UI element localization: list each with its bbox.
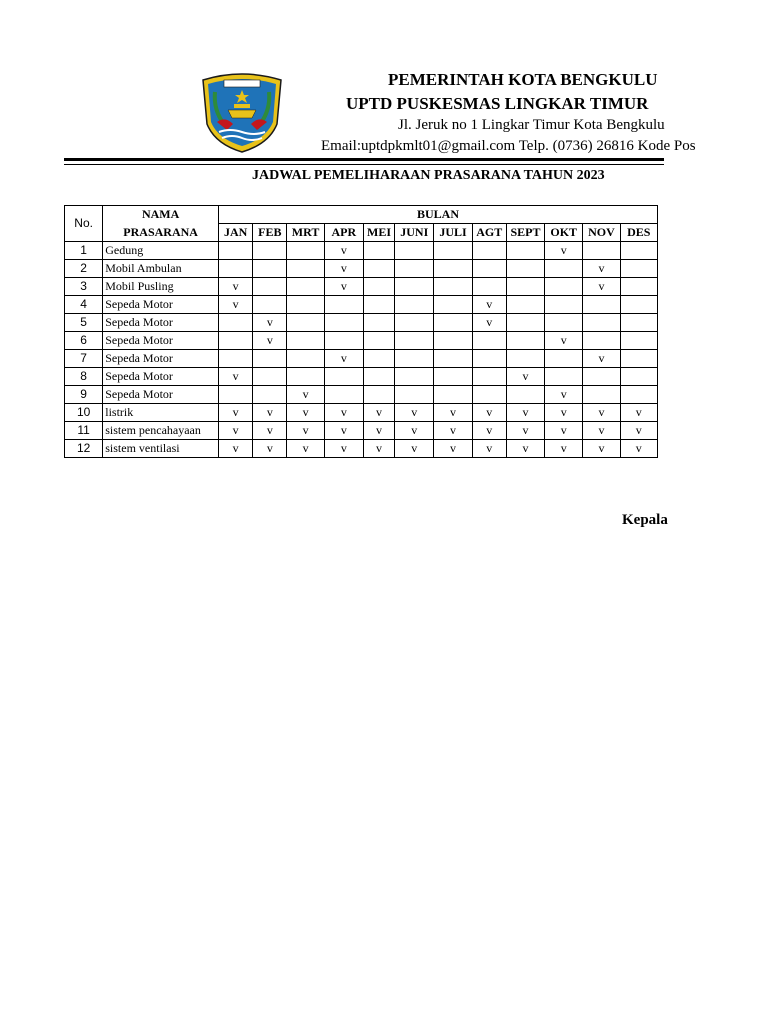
schedule-cell-empty bbox=[620, 260, 657, 278]
schedule-cell-empty bbox=[583, 296, 620, 314]
schedule-mark: v bbox=[324, 242, 363, 260]
row-number: 3 bbox=[65, 278, 103, 296]
schedule-cell-empty bbox=[287, 332, 324, 350]
schedule-cell-empty bbox=[363, 242, 394, 260]
schedule-mark: v bbox=[324, 350, 363, 368]
row-facility-name: listrik bbox=[103, 404, 219, 422]
schedule-cell-empty bbox=[545, 296, 583, 314]
schedule-mark: v bbox=[434, 440, 472, 458]
schedule-cell-empty bbox=[324, 386, 363, 404]
schedule-cell-empty bbox=[620, 314, 657, 332]
schedule-cell-empty bbox=[363, 296, 394, 314]
row-number: 12 bbox=[65, 440, 103, 458]
schedule-mark: v bbox=[545, 404, 583, 422]
schedule-cell-empty bbox=[506, 350, 544, 368]
table-row bbox=[65, 314, 658, 332]
maintenance-schedule-table bbox=[64, 205, 658, 458]
row-facility-name: Sepeda Motor bbox=[103, 314, 219, 332]
table-row bbox=[65, 422, 658, 440]
header-government-name: PEMERINTAH KOTA BENGKULU bbox=[388, 70, 658, 89]
table-row bbox=[65, 368, 658, 386]
row-facility-name: Gedung bbox=[103, 242, 219, 260]
schedule-cell-empty bbox=[219, 314, 253, 332]
column-header-month-nov: NOV bbox=[583, 224, 620, 242]
schedule-mark: v bbox=[583, 260, 620, 278]
schedule-cell-empty bbox=[472, 386, 506, 404]
schedule-mark: v bbox=[545, 332, 583, 350]
schedule-mark: v bbox=[287, 386, 324, 404]
schedule-cell-empty bbox=[620, 242, 657, 260]
header-clinic-name: UPTD PUSKESMAS LINGKAR TIMUR bbox=[346, 94, 649, 113]
schedule-cell-empty bbox=[620, 350, 657, 368]
schedule-cell-empty bbox=[219, 260, 253, 278]
schedule-cell-empty bbox=[363, 278, 394, 296]
schedule-cell-empty bbox=[395, 278, 434, 296]
column-header-month-mei: MEI bbox=[363, 224, 394, 242]
schedule-mark: v bbox=[253, 422, 287, 440]
header-row-months bbox=[65, 224, 658, 242]
schedule-cell-empty bbox=[324, 296, 363, 314]
schedule-cell-empty bbox=[583, 314, 620, 332]
schedule-mark: v bbox=[253, 440, 287, 458]
schedule-mark: v bbox=[287, 404, 324, 422]
schedule-mark: v bbox=[324, 440, 363, 458]
schedule-cell-empty bbox=[434, 260, 472, 278]
schedule-cell-empty bbox=[363, 332, 394, 350]
row-number: 1 bbox=[65, 242, 103, 260]
signature-label: Kepala bbox=[622, 512, 668, 528]
schedule-mark: v bbox=[395, 440, 434, 458]
row-facility-name: Sepeda Motor bbox=[103, 368, 219, 386]
schedule-cell-empty bbox=[545, 350, 583, 368]
schedule-cell-empty bbox=[219, 350, 253, 368]
schedule-mark: v bbox=[583, 404, 620, 422]
schedule-cell-empty bbox=[620, 296, 657, 314]
header-row-top bbox=[65, 206, 658, 224]
schedule-mark: v bbox=[253, 404, 287, 422]
column-header-month-group: BULAN bbox=[219, 206, 658, 224]
schedule-mark: v bbox=[219, 440, 253, 458]
row-number: 4 bbox=[65, 296, 103, 314]
schedule-cell-empty bbox=[324, 314, 363, 332]
schedule-cell-empty bbox=[363, 368, 394, 386]
table-row bbox=[65, 440, 658, 458]
schedule-mark: v bbox=[219, 404, 253, 422]
schedule-cell-empty bbox=[434, 242, 472, 260]
schedule-cell-empty bbox=[506, 278, 544, 296]
schedule-cell-empty bbox=[395, 260, 434, 278]
column-header-month-juni: JUNI bbox=[395, 224, 434, 242]
schedule-mark: v bbox=[583, 350, 620, 368]
schedule-cell-empty bbox=[324, 332, 363, 350]
city-emblem-logo bbox=[197, 72, 287, 154]
schedule-cell-empty bbox=[363, 386, 394, 404]
schedule-mark: v bbox=[219, 296, 253, 314]
schedule-cell-empty bbox=[363, 314, 394, 332]
schedule-cell-empty bbox=[395, 332, 434, 350]
table-row bbox=[65, 386, 658, 404]
schedule-cell-empty bbox=[434, 386, 472, 404]
row-number: 6 bbox=[65, 332, 103, 350]
schedule-mark: v bbox=[472, 314, 506, 332]
schedule-cell-empty bbox=[253, 350, 287, 368]
schedule-mark: v bbox=[434, 422, 472, 440]
column-header-name-bottom: PRASARANA bbox=[103, 224, 219, 242]
column-header-month-apr: APR bbox=[324, 224, 363, 242]
row-facility-name: Sepeda Motor bbox=[103, 350, 219, 368]
column-header-month-agt: AGT bbox=[472, 224, 506, 242]
row-number: 5 bbox=[65, 314, 103, 332]
schedule-cell-empty bbox=[287, 278, 324, 296]
schedule-cell-empty bbox=[472, 350, 506, 368]
schedule-mark: v bbox=[545, 386, 583, 404]
schedule-cell-empty bbox=[620, 278, 657, 296]
schedule-cell-empty bbox=[506, 386, 544, 404]
schedule-mark: v bbox=[219, 278, 253, 296]
schedule-cell-empty bbox=[219, 386, 253, 404]
table-row bbox=[65, 350, 658, 368]
row-number: 2 bbox=[65, 260, 103, 278]
schedule-cell-empty bbox=[472, 242, 506, 260]
row-facility-name: Sepeda Motor bbox=[103, 386, 219, 404]
schedule-cell-empty bbox=[620, 386, 657, 404]
schedule-cell-empty bbox=[434, 296, 472, 314]
schedule-mark: v bbox=[324, 422, 363, 440]
table-row bbox=[65, 404, 658, 422]
schedule-cell-empty bbox=[506, 242, 544, 260]
header-rule-thin bbox=[64, 164, 664, 165]
schedule-mark: v bbox=[219, 422, 253, 440]
row-number: 9 bbox=[65, 386, 103, 404]
schedule-cell-empty bbox=[434, 314, 472, 332]
schedule-mark: v bbox=[506, 422, 544, 440]
schedule-cell-empty bbox=[434, 368, 472, 386]
schedule-cell-empty bbox=[395, 350, 434, 368]
schedule-mark: v bbox=[620, 440, 657, 458]
schedule-cell-empty bbox=[472, 332, 506, 350]
schedule-mark: v bbox=[545, 422, 583, 440]
schedule-cell-empty bbox=[472, 260, 506, 278]
schedule-cell-empty bbox=[434, 278, 472, 296]
schedule-mark: v bbox=[363, 440, 394, 458]
schedule-cell-empty bbox=[506, 260, 544, 278]
schedule-mark: v bbox=[395, 404, 434, 422]
schedule-mark: v bbox=[363, 404, 394, 422]
column-header-month-feb: FEB bbox=[253, 224, 287, 242]
schedule-cell-empty bbox=[583, 332, 620, 350]
schedule-cell-empty bbox=[324, 368, 363, 386]
row-facility-name: Sepeda Motor bbox=[103, 296, 219, 314]
schedule-mark: v bbox=[583, 422, 620, 440]
column-header-month-okt: OKT bbox=[545, 224, 583, 242]
document-title: JADWAL PEMELIHARAAN PRASARANA TAHUN 2023 bbox=[252, 168, 605, 183]
schedule-cell-empty bbox=[434, 332, 472, 350]
row-number: 10 bbox=[65, 404, 103, 422]
schedule-cell-empty bbox=[395, 296, 434, 314]
schedule-mark: v bbox=[253, 314, 287, 332]
row-number: 11 bbox=[65, 422, 103, 440]
schedule-cell-empty bbox=[363, 350, 394, 368]
column-header-month-mrt: MRT bbox=[287, 224, 324, 242]
schedule-mark: v bbox=[395, 422, 434, 440]
schedule-mark: v bbox=[472, 296, 506, 314]
schedule-mark: v bbox=[324, 260, 363, 278]
schedule-cell-empty bbox=[253, 296, 287, 314]
schedule-mark: v bbox=[219, 368, 253, 386]
schedule-cell-empty bbox=[545, 368, 583, 386]
schedule-cell-empty bbox=[545, 314, 583, 332]
schedule-cell-empty bbox=[253, 242, 287, 260]
schedule-mark: v bbox=[363, 422, 394, 440]
schedule-mark: v bbox=[324, 404, 363, 422]
row-number: 7 bbox=[65, 350, 103, 368]
schedule-cell-empty bbox=[253, 278, 287, 296]
schedule-cell-empty bbox=[287, 368, 324, 386]
schedule-cell-empty bbox=[253, 260, 287, 278]
schedule-mark: v bbox=[545, 242, 583, 260]
schedule-cell-empty bbox=[545, 278, 583, 296]
schedule-mark: v bbox=[472, 440, 506, 458]
schedule-mark: v bbox=[620, 404, 657, 422]
schedule-cell-empty bbox=[472, 278, 506, 296]
table-row bbox=[65, 296, 658, 314]
schedule-cell-empty bbox=[506, 314, 544, 332]
header-rule-thick bbox=[64, 158, 664, 161]
column-header-month-sept: SEPT bbox=[506, 224, 544, 242]
schedule-cell-empty bbox=[506, 296, 544, 314]
row-number: 8 bbox=[65, 368, 103, 386]
schedule-cell-empty bbox=[287, 296, 324, 314]
schedule-mark: v bbox=[506, 368, 544, 386]
schedule-cell-empty bbox=[395, 386, 434, 404]
schedule-cell-empty bbox=[395, 314, 434, 332]
schedule-cell-empty bbox=[219, 242, 253, 260]
schedule-mark: v bbox=[287, 422, 324, 440]
schedule-cell-empty bbox=[287, 260, 324, 278]
schedule-cell-empty bbox=[253, 368, 287, 386]
header-contact: Email:uptdpkmlt01@gmail.com Telp. (0736) 26816 Kode Pos bbox=[321, 138, 696, 154]
column-header-no: No. bbox=[65, 206, 103, 242]
schedule-cell-empty bbox=[472, 368, 506, 386]
schedule-cell-empty bbox=[395, 368, 434, 386]
schedule-cell-empty bbox=[395, 242, 434, 260]
schedule-mark: v bbox=[506, 404, 544, 422]
schedule-cell-empty bbox=[583, 386, 620, 404]
schedule-cell-empty bbox=[287, 314, 324, 332]
table-row bbox=[65, 332, 658, 350]
schedule-cell-empty bbox=[434, 350, 472, 368]
header-address: Jl. Jeruk no 1 Lingkar Timur Kota Bengkulu bbox=[398, 117, 665, 133]
schedule-mark: v bbox=[472, 404, 506, 422]
schedule-cell-empty bbox=[253, 386, 287, 404]
schedule-cell-empty bbox=[287, 242, 324, 260]
schedule-mark: v bbox=[583, 440, 620, 458]
schedule-cell-empty bbox=[620, 332, 657, 350]
schedule-mark: v bbox=[253, 332, 287, 350]
column-header-name-top: NAMA bbox=[103, 206, 219, 224]
schedule-cell-empty bbox=[363, 260, 394, 278]
schedule-cell-empty bbox=[583, 368, 620, 386]
schedule-mark: v bbox=[583, 278, 620, 296]
schedule-cell-empty bbox=[506, 332, 544, 350]
row-facility-name: Sepeda Motor bbox=[103, 332, 219, 350]
row-facility-name: Mobil Ambulan bbox=[103, 260, 219, 278]
table-row bbox=[65, 242, 658, 260]
schedule-mark: v bbox=[434, 404, 472, 422]
schedule-mark: v bbox=[545, 440, 583, 458]
schedule-cell-empty bbox=[219, 332, 253, 350]
schedule-mark: v bbox=[324, 278, 363, 296]
schedule-cell-empty bbox=[545, 260, 583, 278]
schedule-cell-empty bbox=[287, 350, 324, 368]
schedule-mark: v bbox=[472, 422, 506, 440]
column-header-month-juli: JULI bbox=[434, 224, 472, 242]
row-facility-name: Mobil Pusling bbox=[103, 278, 219, 296]
row-facility-name: sistem ventilasi bbox=[103, 440, 219, 458]
schedule-cell-empty bbox=[583, 242, 620, 260]
column-header-month-des: DES bbox=[620, 224, 657, 242]
schedule-mark: v bbox=[506, 440, 544, 458]
table-row bbox=[65, 278, 658, 296]
schedule-mark: v bbox=[287, 440, 324, 458]
row-facility-name: sistem pencahayaan bbox=[103, 422, 219, 440]
table-row bbox=[65, 260, 658, 278]
schedule-cell-empty bbox=[620, 368, 657, 386]
column-header-month-jan: JAN bbox=[219, 224, 253, 242]
schedule-mark: v bbox=[620, 422, 657, 440]
